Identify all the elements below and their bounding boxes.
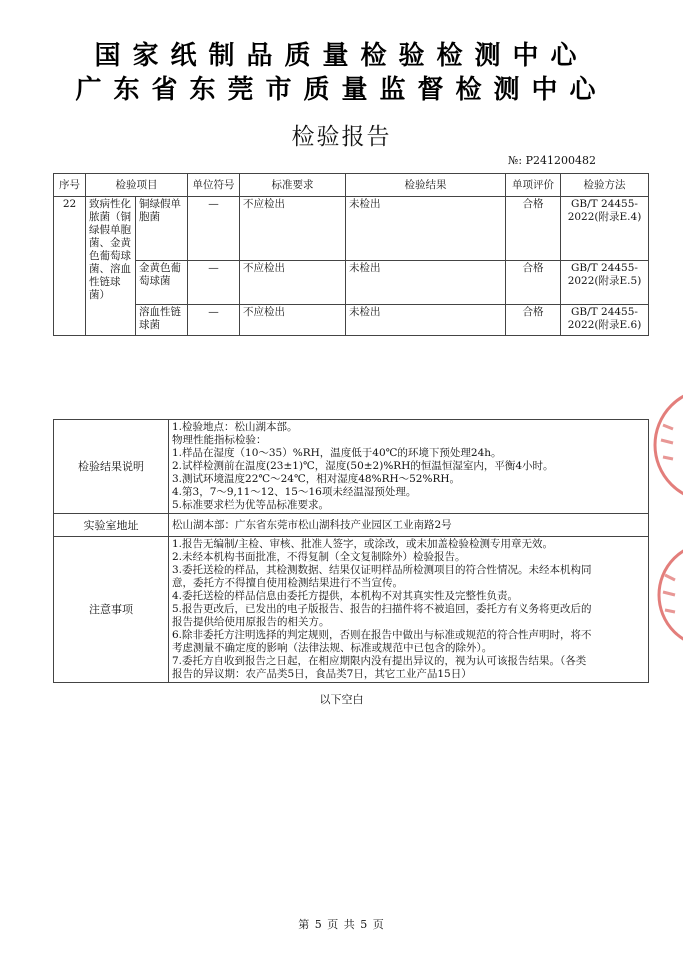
standard-requirement: 不应检出: [240, 197, 346, 261]
test-method-line2: 2022(附录E.6): [567, 319, 642, 331]
evaluation: 合格: [506, 305, 561, 336]
evaluation: 合格: [506, 197, 561, 261]
column-header: 单位符号: [188, 174, 240, 197]
notice-line: 报告提供给使用原报告的相关方。: [172, 616, 330, 628]
notice-line: 5.报告更改后，已发出的电子版报告、报告的扫描件将不被追回，委托方有义务将更改后的: [172, 603, 592, 615]
test-result: 未检出: [346, 197, 506, 261]
unit-symbol: —: [188, 261, 240, 305]
notice-label: 注意事项: [54, 537, 169, 683]
test-method-line1: GB/T 24455-: [571, 306, 638, 318]
column-header: 检验结果: [346, 174, 506, 197]
result-notes-row: [54, 420, 649, 514]
table-header-row: [54, 174, 649, 197]
test-method: [561, 305, 649, 336]
table-row: [54, 261, 649, 305]
notice-line: 2.未经本机构书面批准，不得复制（全文复制除外）检验报告。: [172, 551, 466, 563]
organization-name-line2: 广东省东莞市质量监督检测中心: [75, 75, 608, 105]
test-result: 未检出: [346, 305, 506, 336]
notice-line: 意，委托方不得擅自使用检测结果进行不当宣传。: [172, 577, 403, 589]
test-results-table: [53, 173, 649, 336]
test-method: [561, 197, 649, 261]
evaluation: 合格: [506, 261, 561, 305]
notice-line: 3.委托送检的样品，其检测数据、结果仅证明样品所检测项目的符合性情况。未经本机构同: [172, 564, 592, 576]
test-method-line1: GB/T 24455-: [571, 262, 638, 274]
note-line: 4.第3，7～9,11～12、15～16项未经温湿预处理。: [172, 486, 417, 498]
test-method: [561, 261, 649, 305]
lab-address-label: 实验室地址: [54, 514, 169, 537]
lab-address-row: [54, 514, 649, 537]
test-item-group: 致病性化脓菌（铜绿假单胞菌、金黄色葡萄球菌、溶血性链球菌）: [86, 197, 136, 336]
unit-symbol: —: [188, 305, 240, 336]
sub-item: 铜绿假单胞菌: [136, 197, 188, 261]
notice-line: 7.委托方自收到报告之日起，在相应期限内没有提出异议的，视为认可该报告结果。（各类: [172, 655, 587, 667]
end-of-content-note: 以下空白: [319, 693, 364, 706]
standard-requirement: 不应检出: [240, 305, 346, 336]
red-seal-stamp: [643, 540, 683, 650]
organization-name-line1: 国家纸制品质量检验检测中心: [94, 41, 589, 71]
notes-table: [53, 419, 649, 683]
column-header: 序号: [54, 174, 86, 197]
column-header: 检验方法: [561, 174, 649, 197]
result-notes-label: 检验结果说明: [54, 420, 169, 514]
document-title: 检验报告: [291, 124, 392, 150]
test-result: 未检出: [346, 261, 506, 305]
row-number: 22: [54, 197, 86, 336]
notice-line: 6.除非委托方注明选择的判定规则，否则在报告中做出与标准或规范的符合性声明时，将不: [172, 629, 592, 641]
notice-row: [54, 537, 649, 683]
note-line: 物理性能指标检验：: [172, 434, 267, 446]
unit-symbol: —: [188, 197, 240, 261]
column-header: 标准要求: [240, 174, 346, 197]
note-line: 3.测试环境温度22℃～24℃，相对湿度48%RH～52%RH。: [172, 473, 461, 485]
report-number: №: P241200482: [508, 154, 596, 167]
note-line: 5.标准要求栏为优等品标准要求。: [172, 499, 330, 511]
test-method-line1: GB/T 24455-: [571, 198, 638, 210]
notice-line: 考虑测量不确定度的影响（法律法规、标准或规范中已包含的除外）。: [172, 642, 493, 654]
test-method-line2: 2022(附录E.4): [567, 211, 642, 223]
note-line: 1.检验地点：松山湖本部。: [172, 421, 298, 433]
note-line: 2.试样检测前在温度(23±1)℃，湿度(50±2)%RH的恒温恒湿室内，平衡4小时。: [172, 460, 554, 472]
column-header: 单项评价: [506, 174, 561, 197]
standard-requirement: 不应检出: [240, 261, 346, 305]
column-header: 检验项目: [86, 174, 188, 197]
test-method-line2: 2022(附录E.5): [567, 275, 642, 287]
notice-line: 1.报告无编制/主检、审核、批准人签字，或涂改，或未加盖检验检测专用章无效。: [172, 538, 554, 550]
sub-item: 金黄色葡萄球菌: [136, 261, 188, 305]
table-row: [54, 197, 649, 261]
result-notes-text: [169, 420, 649, 514]
notice-text: [169, 537, 649, 683]
page-number: 第 5 页 共 5 页: [298, 918, 385, 931]
table-row: [54, 305, 649, 336]
note-line: 1.样品在湿度（10～35）%RH，温度低于40℃的环境下预处理24h。: [172, 447, 502, 459]
red-seal-stamp: [643, 385, 683, 505]
lab-address: 松山湖本部：广东省东莞市松山湖科技产业园区工业南路2号: [169, 514, 649, 537]
sub-item: 溶血性链球菌: [136, 305, 188, 336]
notice-line: 报告的异议期：农产品类5日，食品类7日，其它工业产品15日）: [172, 668, 472, 680]
notice-line: 4.委托送检的样品信息由委托方提供，本机构不对其真实性及完整性负责。: [172, 590, 519, 602]
